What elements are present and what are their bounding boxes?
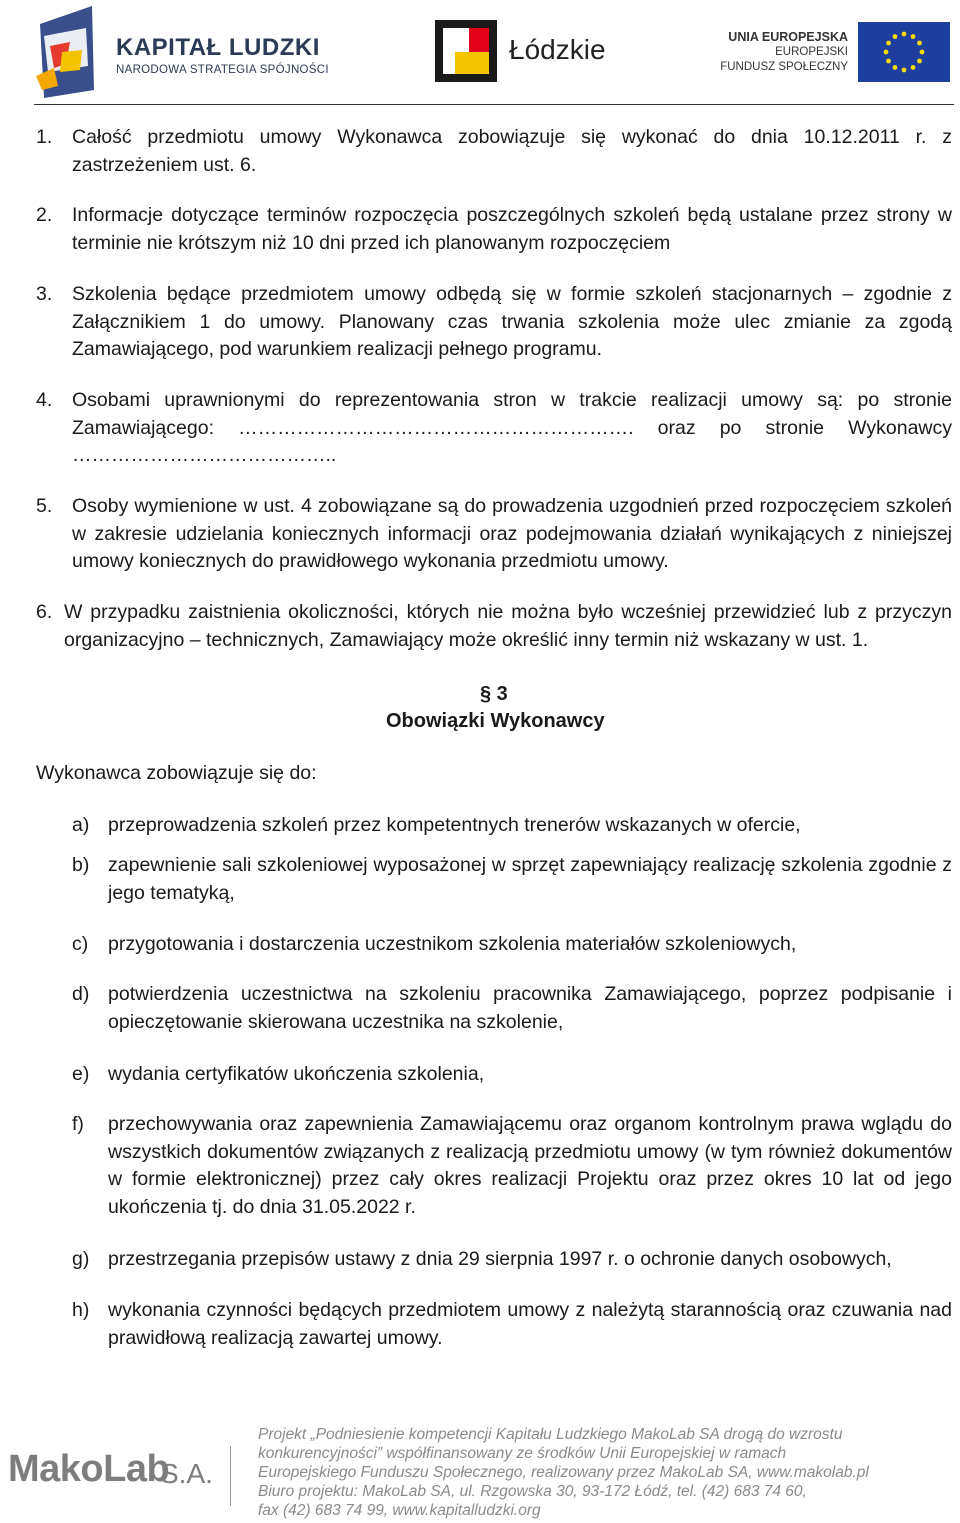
paragraph-text: W przypadku zaistnienia okoliczności, których nie można było wcześniej przewidzieć lub z przyczyn organizacyjno – technicznych, Zamawiający może określić inny termin niż wskazany w ust. 1.	[64, 601, 952, 651]
obligation-text: zapewnienie sali szkoleniowej wyposażonej w sprzęt zapewniający realizację szkolenia zgodnie z jego tematyką,	[108, 854, 952, 904]
obligation-text: przechowywania oraz zapewnienia Zamawiającemu oraz organom kontrolnym prawa wglądu do wszystkich dokumentów związanych z realizacją przedmiotu umowy (w tym również dokumentów w formie elektronicznej) przez cały okres realizacji Projektu oraz przez okres 10 lat od jego ukończenia tj. do dnia 31.05.2022 r.	[108, 1113, 952, 1218]
obligation-letter: b)	[72, 854, 90, 876]
paragraph-text: Osobami uprawnionymi do reprezentowania stron w trakcie realizacji umowy są: po stronie Zamawiającego: ……………………………………………………. oraz po stronie Wykonawcy …………………………………..	[72, 389, 952, 466]
kapital-ludzki-logo	[36, 6, 336, 98]
obligation-letter: d)	[72, 983, 90, 1005]
obligation-c	[72, 931, 952, 959]
obligation-g	[72, 1246, 952, 1274]
obligation-d	[72, 981, 952, 1036]
kapital-ludzki-emblem-icon	[36, 6, 108, 98]
paragraph-6	[36, 599, 952, 654]
section-number: § 3	[480, 683, 508, 705]
eu-line-1: UNIA EUROPEJSKA	[728, 30, 848, 44]
obligation-h	[72, 1297, 952, 1352]
obligation-b	[72, 852, 952, 907]
footer-line: Projekt „Podniesienie kompetencji Kapitału Ludzkiego MakoLab SA drogą do wzrostu	[258, 1426, 843, 1443]
paragraph-number: 2.	[36, 204, 53, 226]
footer-line: Europejskiego Funduszu Społecznego, realizowany przez MakoLab SA, www.makolab.pl	[258, 1464, 869, 1481]
section-intro: Wykonawca zobowiązuje się do:	[36, 762, 317, 784]
paragraph-number: 5.	[36, 495, 53, 517]
paragraph-2	[36, 202, 952, 257]
obligation-text: potwierdzenia uczestnictwa na szkoleniu pracownika Zamawiającego, poprzez podpisanie i opieczętowanie skierowana uczestnika na szkolenie,	[108, 983, 952, 1033]
obligation-text: przygotowania i dostarczenia uczestnikom szkolenia materiałów szkoleniowych,	[108, 933, 797, 955]
page-header	[0, 0, 960, 110]
eu-line-3: FUNDUSZ SPOŁECZNY	[720, 61, 848, 73]
header-divider	[34, 104, 954, 105]
paragraph-5	[36, 493, 952, 576]
obligation-letter: g)	[72, 1248, 90, 1270]
makolab-logo-text: MakoLab	[8, 1448, 170, 1490]
footer-divider	[230, 1446, 231, 1506]
obligation-letter: c)	[72, 933, 89, 955]
obligation-text: przeprowadzenia szkoleń przez kompetentnych trenerów wskazanych w ofercie,	[108, 814, 801, 836]
obligation-text: wydania certyfikatów ukończenia szkolenia,	[108, 1063, 485, 1085]
footer-line: konkurencyjności” współfinansowany ze środków Unii Europejskiej w ramach	[258, 1445, 787, 1462]
paragraph-4	[36, 387, 952, 470]
lodzkie-label: Łódzkie	[509, 34, 606, 65]
obligation-f	[72, 1111, 952, 1221]
lodzkie-emblem-icon	[435, 20, 499, 82]
kapital-ludzki-subtitle: NARODOWA STRATEGIA SPÓJNOŚCI	[116, 64, 329, 76]
obligation-letter: f)	[72, 1113, 84, 1135]
paragraph-text: Informacje dotyczące terminów rozpoczęcia poszczególnych szkoleń będą ustalane przez strony w terminie nie krótszym niż 10 dni przed ich planowanym rozpoczęciem	[72, 204, 952, 254]
kapital-ludzki-title: KAPITAŁ LUDZKI	[116, 34, 320, 61]
paragraph-text: Całość przedmiotu umowy Wykonawca zobowiązuje się wykonać do dnia 10.12.2011 r. z zastrzeżeniem ust. 6.	[72, 126, 952, 176]
obligation-letter: a)	[72, 814, 90, 836]
lodzkie-logo	[435, 20, 615, 84]
obligation-text: przestrzegania przepisów ustawy z dnia 29 sierpnia 1997 r. o ochronie danych osobowych,	[108, 1248, 892, 1270]
paragraph-1	[36, 124, 952, 179]
paragraph-text: Osoby wymienione w ust. 4 zobowiązane są do prowadzenia uzgodnień przed rozpoczęciem szkoleń w zakresie udzielania koniecznych informacji oraz podejmowania działań wynikających z niniejszej umowy koniecznych do prawidłowego wykonania przedmiotu umowy.	[72, 495, 952, 572]
paragraph-number: 3.	[36, 283, 53, 305]
eu-efs-logo	[722, 22, 950, 84]
paragraph-text: Szkolenia będące przedmiotem umowy odbędą się w formie szkoleń stacjonarnych – zgodnie z Załącznikiem 1 do umowy. Planowany czas trwania szkolenia może ulec zmianie za zgodą Zamawiającego, pod warunkiem realizacji pełnego programu.	[72, 283, 952, 360]
paragraph-number: 6.	[36, 601, 53, 623]
makolab-logo	[8, 1448, 238, 1504]
footer-line: fax (42) 683 74 99, www.kapitalludzki.org	[258, 1502, 541, 1519]
eu-line-2: EUROPEJSKI	[775, 46, 848, 58]
paragraph-3	[36, 281, 952, 364]
obligation-letter: h)	[72, 1299, 90, 1321]
section-title: Obowiązki Wykonawcy	[386, 710, 605, 732]
obligation-e	[72, 1061, 952, 1089]
obligation-letter: e)	[72, 1063, 90, 1085]
paragraph-number: 4.	[36, 389, 53, 411]
footer-project-info	[258, 1425, 958, 1520]
obligation-a	[72, 812, 952, 840]
paragraph-number: 1.	[36, 126, 53, 148]
eu-flag-icon	[858, 22, 950, 82]
obligation-text: wykonania czynności będących przedmiotem umowy z należytą starannością oraz czuwania nad prawidłową realizacją zawartej umowy.	[108, 1299, 952, 1349]
makolab-logo-suffix: S.A.	[160, 1458, 213, 1489]
footer-line: Biuro projektu: MakoLab SA, ul. Rzgowska 30, 93-172 Łódź, tel. (42) 683 74 60,	[258, 1483, 807, 1500]
